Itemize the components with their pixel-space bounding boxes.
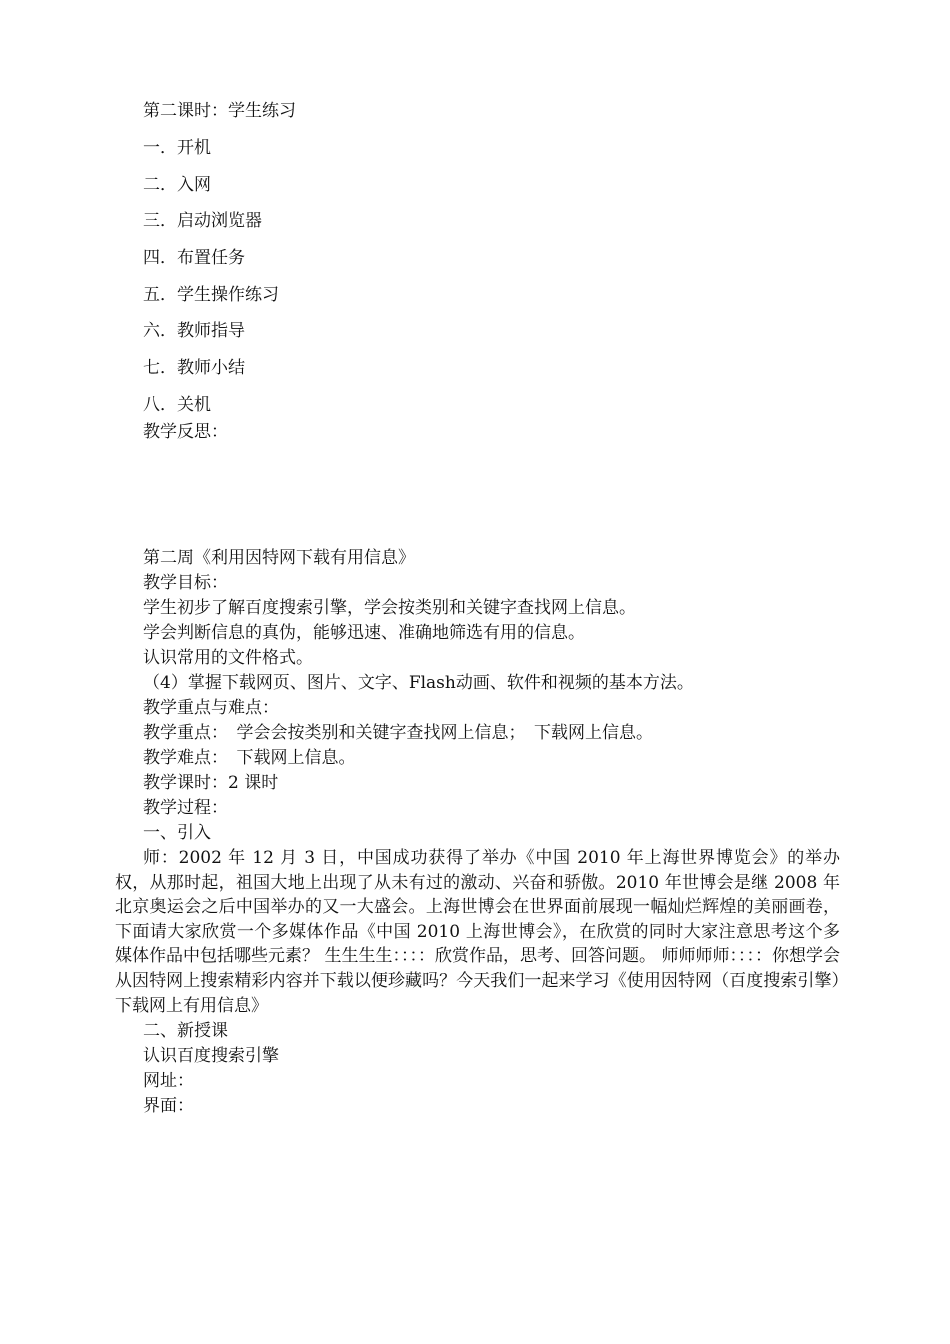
step-item: 五．学生操作练习 <box>143 285 279 305</box>
process-label: 教学过程： <box>143 798 228 818</box>
key-point: 教学重点： 学会会按类别和关键字查找网上信息； 下载网上信息。 <box>143 723 653 743</box>
objectives-label: 教学目标： <box>143 573 228 593</box>
reflection-label: 教学反思： <box>143 422 228 442</box>
step-item: 七．教师小结 <box>143 358 245 378</box>
intro-heading: 一、引入 <box>143 823 211 843</box>
intro-paragraph: 师：2002 年 12 月 3 日，中国成功获得了举办《中国 2010 年上海世界博览会》的举办权，从那时起，祖国大地上出现了从未有过的激动、兴奋和骄傲。2010 年世博会是继 2008 年北京奥运会之后中国举办的又一大盛会。上海世博会在世界面前展现一幅灿烂辉煌的美丽画卷，下面请大家欣赏一个多媒体作品《中国 2010 上海世博会》，在欣赏的同时大家注意思考这个多媒体作品中包括哪些元素？ 生生生生：：：：欣赏作品，思考、回答问题。 师师师师：：：：你想学会从因特网上搜索精彩内容并下载以便珍藏吗？今天我们一起来学习《使用因特网（百度搜索引擎）下载网上有用信息》 <box>115 848 840 1016</box>
interface-label: 界面： <box>143 1096 194 1116</box>
step-item: 六．教师指导 <box>143 321 245 341</box>
difficulty: 教学难点： 下载网上信息。 <box>143 748 356 768</box>
step-item: 四．布置任务 <box>143 248 245 268</box>
step-item: 一．开机 <box>143 138 211 158</box>
step-item: 二．入网 <box>143 175 211 195</box>
url-label: 网址： <box>143 1071 194 1091</box>
objective-item: 学会判断信息的真伪，能够迅速、准确地筛选有用的信息。 <box>143 623 585 643</box>
week-title: 第二周《利用因特网下载有用信息》 <box>143 548 415 568</box>
key-points-label: 教学重点与难点： <box>143 698 279 718</box>
objective-item: 学生初步了解百度搜索引擎，学会按类别和关键字查找网上信息。 <box>143 598 636 618</box>
step-item: 八．关机 <box>143 395 211 415</box>
step-item: 三．启动浏览器 <box>143 211 262 231</box>
objective-item: 认识常用的文件格式。 <box>143 648 313 668</box>
objective-item: （4）掌握下载网页、图片、文字、Flash动画、软件和视频的基本方法。 <box>143 673 694 693</box>
new-lesson-heading: 二、新授课 <box>143 1021 228 1041</box>
class-hours: 教学课时：2 课时 <box>143 773 279 793</box>
baidu-intro: 认识百度搜索引擎 <box>143 1046 279 1066</box>
lesson-title: 第二课时：学生练习 <box>143 101 296 121</box>
